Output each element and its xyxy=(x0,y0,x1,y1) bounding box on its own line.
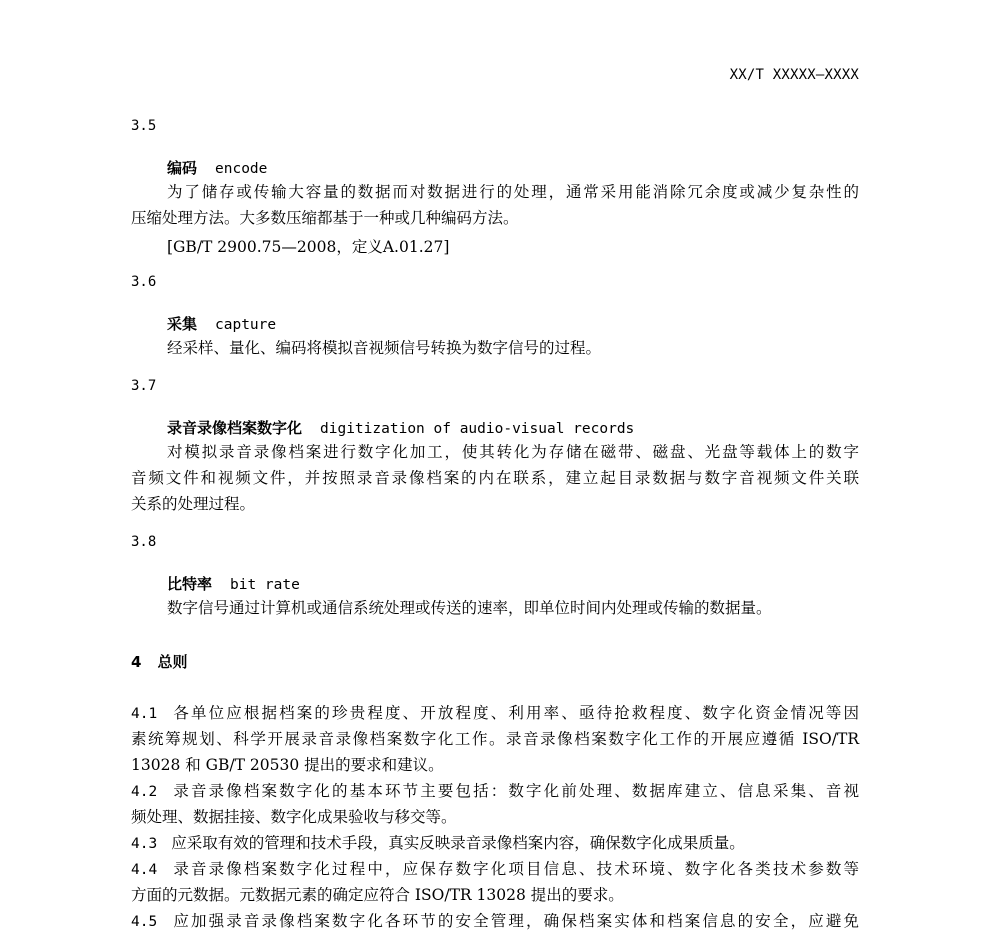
clause-text: 应加强录音录像档案数字化各环节的安全管理，确保档案实体和档案信息的安全，应避免 xyxy=(171,912,859,930)
term-heading xyxy=(167,573,300,594)
clause-text: 录音录像档案数字化过程中，应保存数字化项目信息、技术环境、数字化各类技术参数等 xyxy=(171,860,859,878)
definition-line: 为了储存或传输大容量的数据而对数据进行的处理，通常采用能消除冗余度或减少复杂性的 xyxy=(167,183,859,201)
clause-number: 3.5 xyxy=(131,118,157,134)
term-heading xyxy=(167,313,276,334)
clause-text: 各单位应根据档案的珍贵程度、开放程度、利用率、亟待抢救程度、数字化资金情况等因 xyxy=(171,704,859,722)
clause-text: 录音录像档案数字化的基本环节主要包括：数字化前处理、数据库建立、信息采集、音视 xyxy=(171,782,859,800)
term-zh: 采集 xyxy=(167,315,198,333)
definition-line: 关系的处理过程。 xyxy=(131,495,256,513)
clause-number: 4.2 xyxy=(131,784,158,800)
clause-line: 13028 和 GB/T 20530 提出的要求和建议。 xyxy=(131,756,444,774)
definition-line: 经采样、量化、编码将模拟音视频信号转换为数字信号的过程。 xyxy=(167,339,602,357)
term-en: digitization of audio-visual records xyxy=(320,421,635,437)
term-zh: 编码 xyxy=(167,159,198,177)
clause-number: 3.6 xyxy=(131,274,157,290)
term-en: bit rate xyxy=(230,577,300,593)
definition-source: [GB/T 2900.75—2008，定义A.01.27] xyxy=(167,238,450,256)
document-code: XX/T XXXXX—XXXX xyxy=(729,67,859,83)
clause-number: 4.5 xyxy=(131,914,158,930)
clause-number: 3.7 xyxy=(131,378,157,394)
term-zh: 录音录像档案数字化 xyxy=(167,419,303,437)
clause-line xyxy=(131,781,859,802)
section-title: 总则 xyxy=(157,653,188,671)
clause-line xyxy=(131,859,859,880)
section-heading xyxy=(131,651,187,672)
term-en: encode xyxy=(215,161,268,177)
term-heading xyxy=(167,157,267,178)
clause-number: 3.8 xyxy=(131,534,157,550)
definition-line: 压缩处理方法。大多数压缩都基于一种或几种编码方法。 xyxy=(131,209,519,227)
clause-number: 4.1 xyxy=(131,706,158,722)
clause-number: 4.3 xyxy=(131,836,158,852)
definition-line: 数字信号通过计算机或通信系统处理或传送的速率，即单位时间内处理或传输的数据量。 xyxy=(167,599,772,617)
term-heading xyxy=(167,417,634,438)
clause-number: 4.4 xyxy=(131,862,158,878)
clause-line xyxy=(131,911,859,932)
term-zh: 比特率 xyxy=(167,575,213,593)
definition-line: 对模拟录音录像档案进行数字化加工，使其转化为存储在磁带、磁盘、光盘等载体上的数字 xyxy=(167,443,859,461)
clause-line xyxy=(131,833,745,854)
section-number: 4 xyxy=(131,653,142,671)
term-en: capture xyxy=(215,317,277,333)
clause-text: 应采取有效的管理和技术手段，真实反映录音录像档案内容，确保数字化成果质量。 xyxy=(171,834,745,852)
clause-line xyxy=(131,703,859,724)
clause-line: 频处理、数据挂接、数字化成果验收与移交等。 xyxy=(131,808,457,826)
clause-line: 方面的元数据。元数据元素的确定应符合 ISO/TR 13028 提出的要求。 xyxy=(131,886,624,904)
definition-line: 音频文件和视频文件，并按照录音录像档案的内在联系，建立起目录数据与数字音视频文件关联 xyxy=(131,469,859,487)
clause-line: 素统筹规划、科学开展录音录像档案数字化工作。录音录像档案数字化工作的开展应遵循 ISO/TR xyxy=(131,730,859,748)
